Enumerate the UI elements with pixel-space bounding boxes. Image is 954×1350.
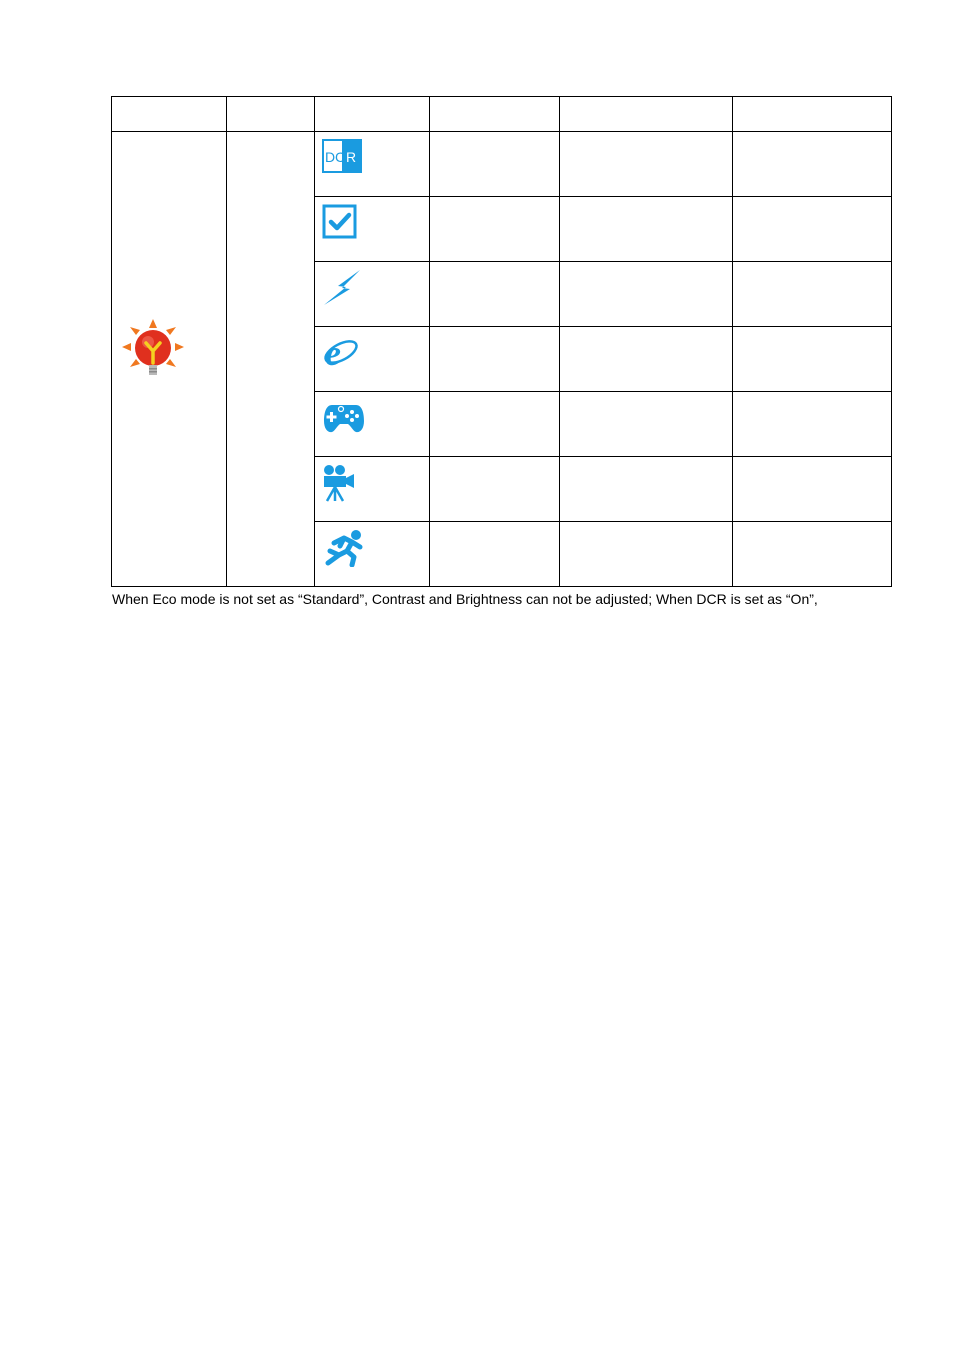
description-cell [560,197,733,262]
luminance-bulb-icon [120,317,226,388]
description-cell [560,132,733,197]
main-menu-cell [112,132,227,587]
svg-text:R: R [346,149,357,165]
sub-menu-item-cell [430,197,560,262]
header-cell-value [733,97,892,132]
value-cell [733,262,892,327]
description-cell [560,392,733,457]
sub-menu-icon-cell [315,132,430,197]
main-menu-item-cell [227,132,315,587]
value-cell [733,457,892,522]
sub-menu-item-cell [430,262,560,327]
sub-menu-item-cell [430,522,560,587]
standard-check-icon [322,204,358,240]
eco-mode-note: When Eco mode is not set as “Standard”, Contrast and Brightness can not be adjusted; When DCR is set as “On”, [112,591,818,607]
header-cell-description [560,97,733,132]
lightning-icon [322,269,364,307]
description-cell [560,262,733,327]
header-cell-main-menu-item [227,97,315,132]
description-cell [560,457,733,522]
sub-menu-item-cell [430,457,560,522]
table-row [112,132,892,197]
sub-menu-icon-cell [315,457,430,522]
svg-text:D: D [325,149,336,165]
description-cell [560,522,733,587]
description-cell [560,327,733,392]
internet-explorer-icon [322,334,360,372]
value-cell [733,327,892,392]
movie-camera-icon [322,464,356,502]
value-cell [733,522,892,587]
table-header-row [112,97,892,132]
svg-text:e: e [325,334,341,372]
sub-menu-item-cell [430,132,560,197]
sub-menu-item-cell [430,392,560,457]
value-cell [733,392,892,457]
sub-menu-icon-cell [315,522,430,587]
svg-text:C: C [335,149,346,165]
value-cell [733,132,892,197]
dcr-icon [322,139,362,173]
running-man-icon [322,529,366,567]
header-cell-sub-menu-icon [315,97,430,132]
header-cell-sub-menu-item [430,97,560,132]
header-cell-main-menu [112,97,227,132]
sub-menu-item-cell [430,327,560,392]
sub-menu-icon-cell [315,197,430,262]
value-cell [733,197,892,262]
osd-menu-table [111,96,892,587]
gamepad-icon [322,399,366,435]
sub-menu-icon-cell [315,327,430,392]
sub-menu-icon-cell [315,392,430,457]
sub-menu-icon-cell [315,262,430,327]
